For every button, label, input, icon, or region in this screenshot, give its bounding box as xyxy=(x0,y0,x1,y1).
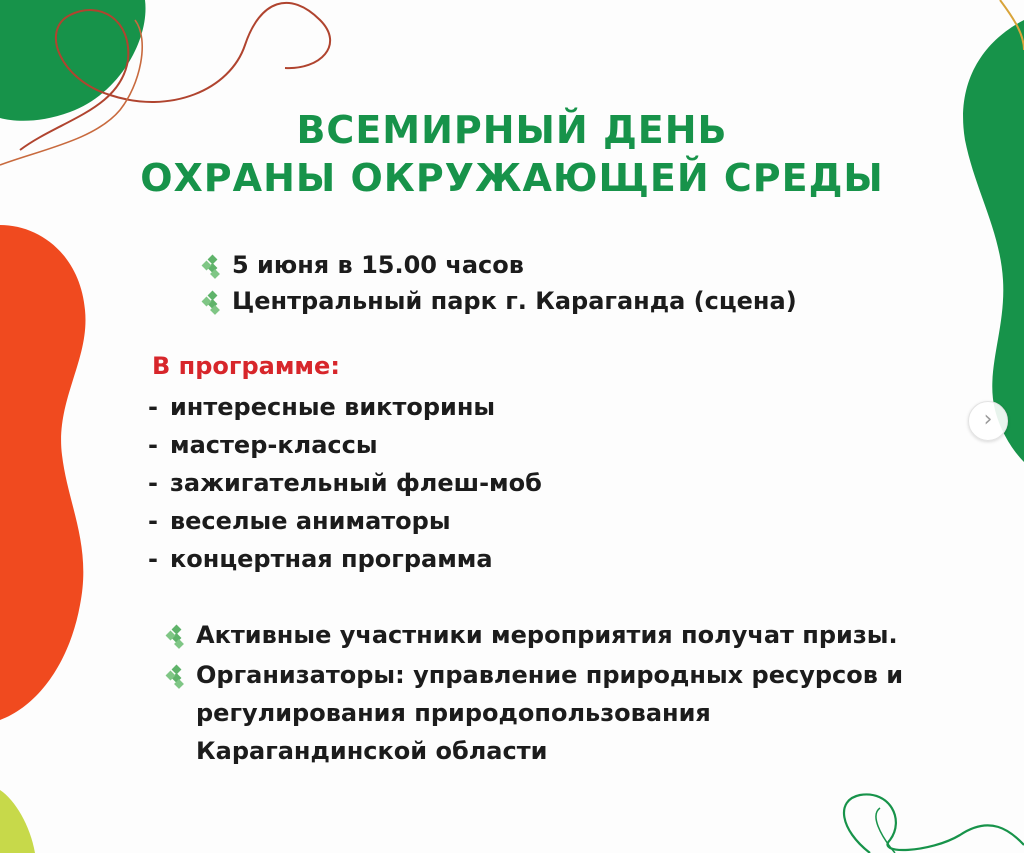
program-item xyxy=(148,392,495,422)
dash: - xyxy=(148,507,158,535)
location-text: Центральный парк г. Караганда (сцена) xyxy=(232,287,797,315)
dash: - xyxy=(148,545,158,573)
organizers-text-line-3: Карагандинской области xyxy=(196,737,548,765)
program-item-text: мастер-классы xyxy=(169,431,378,459)
diamond-bullet-icon xyxy=(204,292,222,310)
program-item-text: интересные викторины xyxy=(169,393,496,421)
program-item xyxy=(148,430,378,460)
location-item xyxy=(204,286,797,316)
dash: - xyxy=(148,431,158,459)
prizes-note xyxy=(168,620,898,650)
diamond-bullet-icon xyxy=(204,256,222,274)
program-item-text: концертная программа xyxy=(169,545,493,573)
title-line-2: ОХРАНЫ ОКРУЖАЮЩЕЙ СРЕДЫ xyxy=(140,156,884,200)
diamond-bullet-icon xyxy=(168,666,186,684)
lime-blob-bottom-left xyxy=(0,790,35,853)
swirl-bottom-right xyxy=(844,794,1024,853)
carousel-next-button[interactable] xyxy=(968,401,1008,441)
organizers-text-line-2: регулирования природопользования xyxy=(196,699,711,727)
program-item xyxy=(148,544,493,574)
program-item xyxy=(148,468,542,498)
orange-blob-left xyxy=(0,225,85,720)
green-blob-top-left xyxy=(0,0,146,121)
organizers-note xyxy=(168,660,903,690)
date-time-text: 5 июня в 15.00 часов xyxy=(232,251,524,279)
organizers-text-line-1: Организаторы: управление природных ресурсов и xyxy=(196,661,904,689)
dash: - xyxy=(148,393,158,421)
green-blob-right xyxy=(963,20,1024,462)
program-item-text: веселые аниматоры xyxy=(169,507,451,535)
program-item xyxy=(148,506,451,536)
program-heading: В программе: xyxy=(152,352,340,380)
prizes-text: Активные участники мероприятия получат призы. xyxy=(196,621,898,649)
title-line-1: ВСЕМИРНЫЙ ДЕНЬ xyxy=(296,108,728,152)
swirl-bottom-right-2 xyxy=(876,808,895,853)
diamond-bullet-icon xyxy=(168,626,186,644)
program-item-text: зажигательный флеш-моб xyxy=(169,469,542,497)
date-time-item xyxy=(204,250,524,280)
dash: - xyxy=(148,469,158,497)
chevron-right-icon: › xyxy=(983,407,993,432)
